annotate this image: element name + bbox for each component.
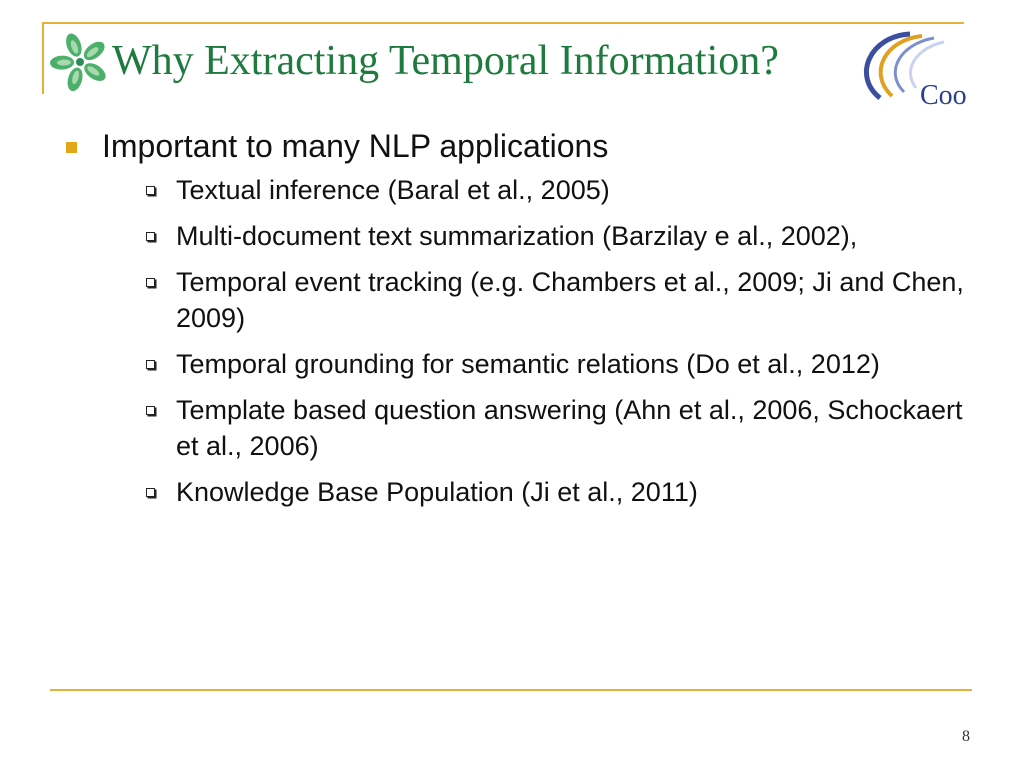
flower-logo-icon (48, 30, 112, 94)
bottom-rule (50, 689, 972, 691)
sub-bullet-text: Textual inference (Baral et al., 2005) (176, 175, 610, 205)
checkbox-bullet-icon (146, 186, 155, 195)
logo-swirl (840, 26, 968, 108)
sub-bullet-text: Temporal grounding for semantic relations (Do et al., 2012) (176, 349, 880, 379)
logo-text: Coo (920, 80, 967, 108)
sub-bullet (102, 172, 972, 208)
sub-bullet (102, 264, 972, 336)
sub-bullet-text: Template based question answering (Ahn et al., 2006, Schockaert et al., 2006) (176, 395, 963, 461)
sub-bullet (102, 218, 972, 254)
checkbox-bullet-icon (146, 360, 155, 369)
bullet-list (62, 126, 972, 520)
sub-bullet-text: Temporal event tracking (e.g. Chambers et al., 2009; Ji and Chen, 2009) (176, 267, 964, 333)
left-rule (42, 22, 44, 94)
checkbox-bullet-icon (146, 232, 155, 241)
main-bullet (62, 126, 972, 510)
sub-bullet-list (102, 172, 972, 510)
slide-title: Why Extracting Temporal Information? (112, 38, 779, 84)
checkbox-bullet-icon (146, 278, 155, 287)
swirl-logo-icon (840, 26, 968, 108)
sub-bullet-text: Multi-document text summarization (Barzilay e al., 2002), (176, 221, 858, 251)
top-rule (42, 22, 964, 24)
checkbox-bullet-icon (146, 406, 155, 415)
checkbox-bullet-icon (146, 488, 155, 497)
page-number: 8 (962, 728, 970, 745)
sub-bullet (102, 392, 972, 464)
sub-bullet-text: Knowledge Base Population (Ji et al., 2011) (176, 477, 698, 507)
sub-bullet (102, 346, 972, 382)
sub-bullet (102, 474, 972, 510)
square-bullet-icon (66, 142, 77, 153)
main-bullet-text: Important to many NLP applications (102, 128, 609, 164)
